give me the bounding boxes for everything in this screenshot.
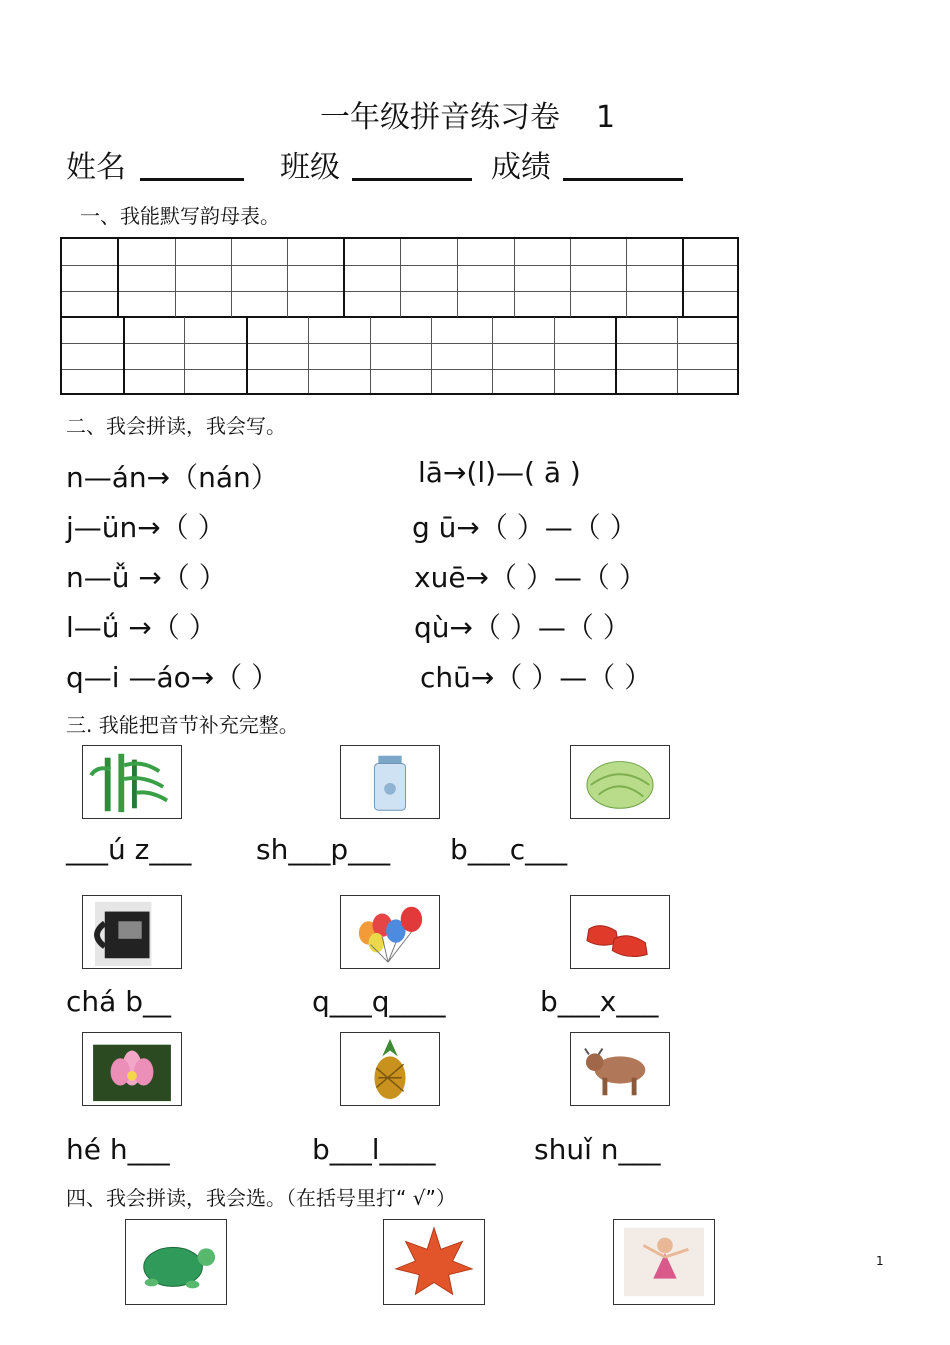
- class-field[interactable]: [352, 178, 472, 181]
- class-label: 班级: [280, 150, 340, 185]
- page-number: 1: [876, 1254, 884, 1268]
- fill-1-3: b___c___: [450, 833, 568, 866]
- fill-3-3: shuǐ n___: [534, 1133, 661, 1166]
- name-field[interactable]: [140, 178, 244, 181]
- bamboo-icon: [82, 745, 182, 819]
- balloons-icon: [340, 895, 440, 969]
- section2-heading: 二、我会拼读，我会写。: [66, 414, 286, 438]
- split-right-1: lā→(l)—( ā ): [418, 456, 581, 489]
- title-number: 1: [596, 100, 616, 135]
- section1-heading: 一、我能默写韵母表。: [80, 204, 280, 228]
- title-text: 一年级拼音练习卷: [320, 100, 560, 135]
- score-label: 成绩: [491, 150, 551, 185]
- lotus-icon: [82, 1032, 182, 1106]
- score-field[interactable]: [563, 178, 683, 181]
- cabbage-icon: [570, 745, 670, 819]
- spell-left-2: j—ün→（ ）: [66, 511, 226, 544]
- name-label: 姓名: [66, 150, 126, 185]
- fill-1-1: ___ú z___: [66, 833, 192, 866]
- maple-leaf-icon: [383, 1219, 485, 1305]
- fill-3-2: b___l____: [312, 1133, 436, 1166]
- pineapple-icon: [340, 1032, 440, 1106]
- shoes-icon: [570, 895, 670, 969]
- page-title: [320, 92, 615, 136]
- fill-3-1: hé h___: [66, 1133, 170, 1166]
- split-right-3: xuē→（ ）—（ ）: [414, 561, 647, 594]
- spell-left-1: n—án→（nán）: [66, 461, 279, 494]
- fill-2-1: chá b__: [66, 985, 171, 1018]
- split-right-4: qù→（ ）—（ ）: [414, 611, 631, 644]
- turtle-icon: [125, 1219, 227, 1305]
- spell-left-3: n—ǚ →（ ）: [66, 561, 227, 594]
- vowel-writing-grid[interactable]: [60, 237, 739, 395]
- ox-icon: [570, 1032, 670, 1106]
- split-right-2: g ū→（ ）—（ ）: [412, 511, 638, 544]
- spell-left-5: q—i —áo→（ ）: [66, 661, 280, 694]
- fill-2-2: q___q____: [312, 985, 446, 1018]
- fill-1-2: sh___p___: [256, 833, 391, 866]
- spell-left-4: l—ǘ →（ ）: [66, 611, 217, 644]
- mug-icon: [82, 895, 182, 969]
- section4-heading: 四、我会拼读，我会选。（在括号里打“ √”）: [66, 1186, 456, 1210]
- fill-2-3: b___x___: [540, 985, 659, 1018]
- split-right-5: chū→（ ）—（ ）: [420, 661, 653, 694]
- thermos-icon: [340, 745, 440, 819]
- dancing-girl-icon: [613, 1219, 715, 1305]
- section3-heading: 三. 我能把音节补充完整。: [66, 713, 299, 737]
